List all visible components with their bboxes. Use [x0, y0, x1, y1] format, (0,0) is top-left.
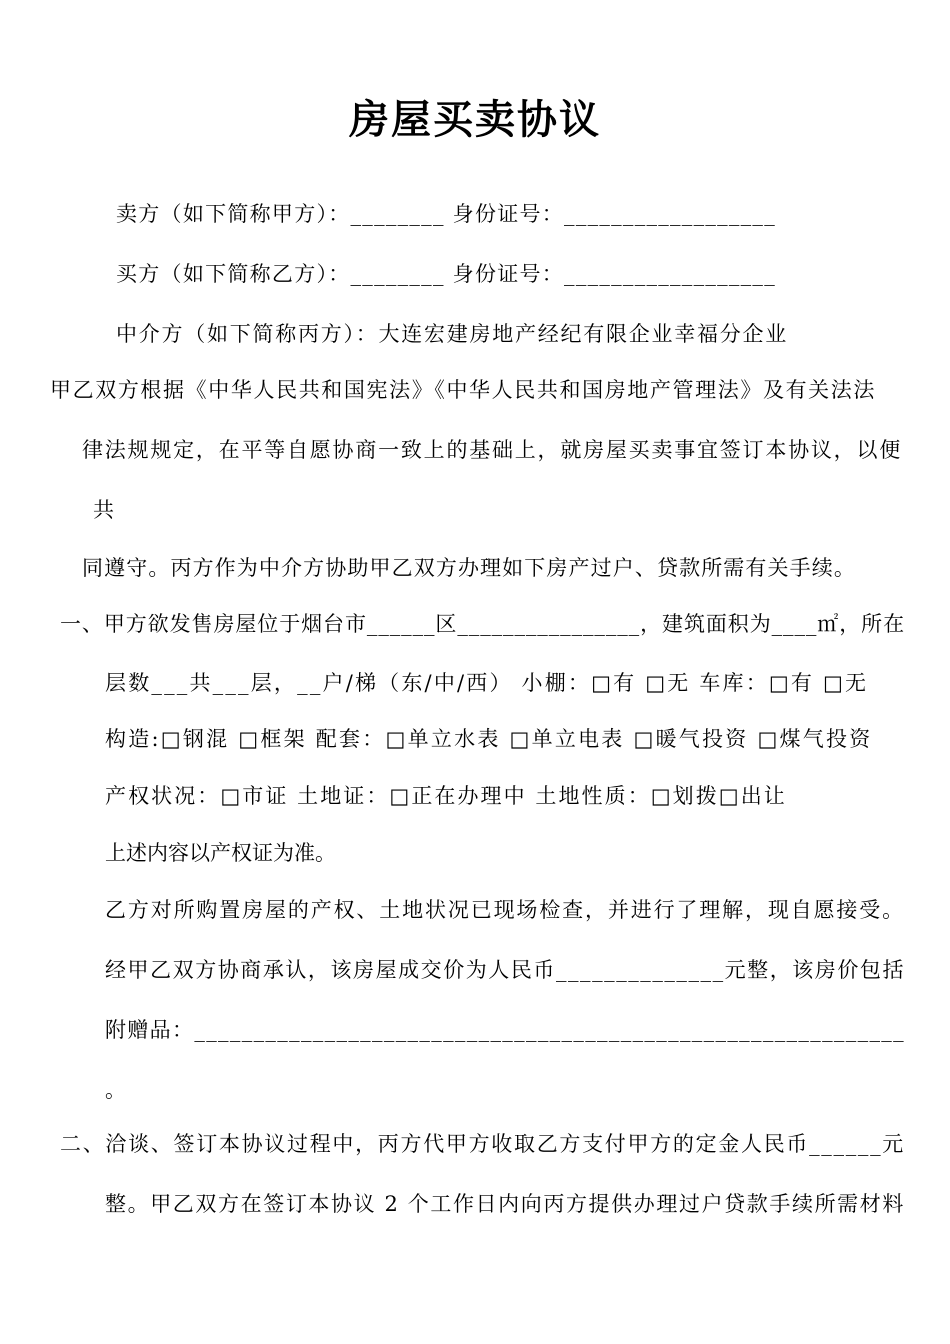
clause-1-line-2: 层数___共___层，__户/梯（东/中/西） 小棚：□有 □无 车库：□有 □无 [105, 671, 869, 695]
clause-2-line-1: 二、洽谈、签订本协议过程中，丙方代甲方收取乙方支付甲方的定金人民币______元 [60, 1132, 905, 1156]
document-title: 房屋买卖协议 [349, 96, 601, 143]
clause-1-line-7: 经甲乙双方协商承认，该房屋成交价为人民币______________元整，该房价包括 [105, 958, 905, 982]
clause-1-line-4: 产权状况：□市证 土地证：□正在办理中 土地性质：□划拨□出让 [105, 784, 787, 808]
intro-line-4: 同遵守。丙方作为中介方协助甲乙双方办理如下房产过户、贷款所需有关手续。 [82, 556, 856, 580]
intro-line-1: 甲乙双方根据《中华人民共和国宪法》《中华人民共和国房地产管理法》及有关法法 [50, 378, 876, 402]
agent-line: 中介方（如下简称丙方）：大连宏建房地产经纪有限企业幸福分企业 [116, 322, 788, 346]
clause-1-line-6: 乙方对所购置房屋的产权、土地状况已现场检查，并进行了理解，现自愿接受。 [105, 898, 905, 922]
intro-line-3: 共 [93, 498, 114, 522]
intro-line-2: 律法规规定，在平等自愿协商一致上的基础上，就房屋买卖事宜签订本协议，以便 [82, 438, 902, 462]
clause-1-line-9: 。 [105, 1078, 126, 1102]
clause-1-line-5: 上述内容以产权证为准。 [105, 841, 336, 865]
clause-1-line-1: 一、甲方欲发售房屋位于烟台市______区________________，建筑面积为____㎡，所在 [60, 612, 905, 636]
clause-2-line-2: 整。甲乙双方在签订本协议 2 个工作日内向丙方提供办理过户贷款手续所需材料 [105, 1192, 905, 1216]
clause-1-line-3: 构造:□钢混 □框架 配套：□单立水表 □单立电表 □暖气投资 □煤气投资 [105, 727, 873, 751]
buyer-line: 买方（如下简称乙方）：________ 身份证号：__________________ [116, 262, 776, 286]
seller-line: 卖方（如下简称甲方）：________ 身份证号：__________________ [116, 202, 776, 226]
clause-1-line-8: 附赠品：____________________________________________________________ [105, 1018, 905, 1042]
